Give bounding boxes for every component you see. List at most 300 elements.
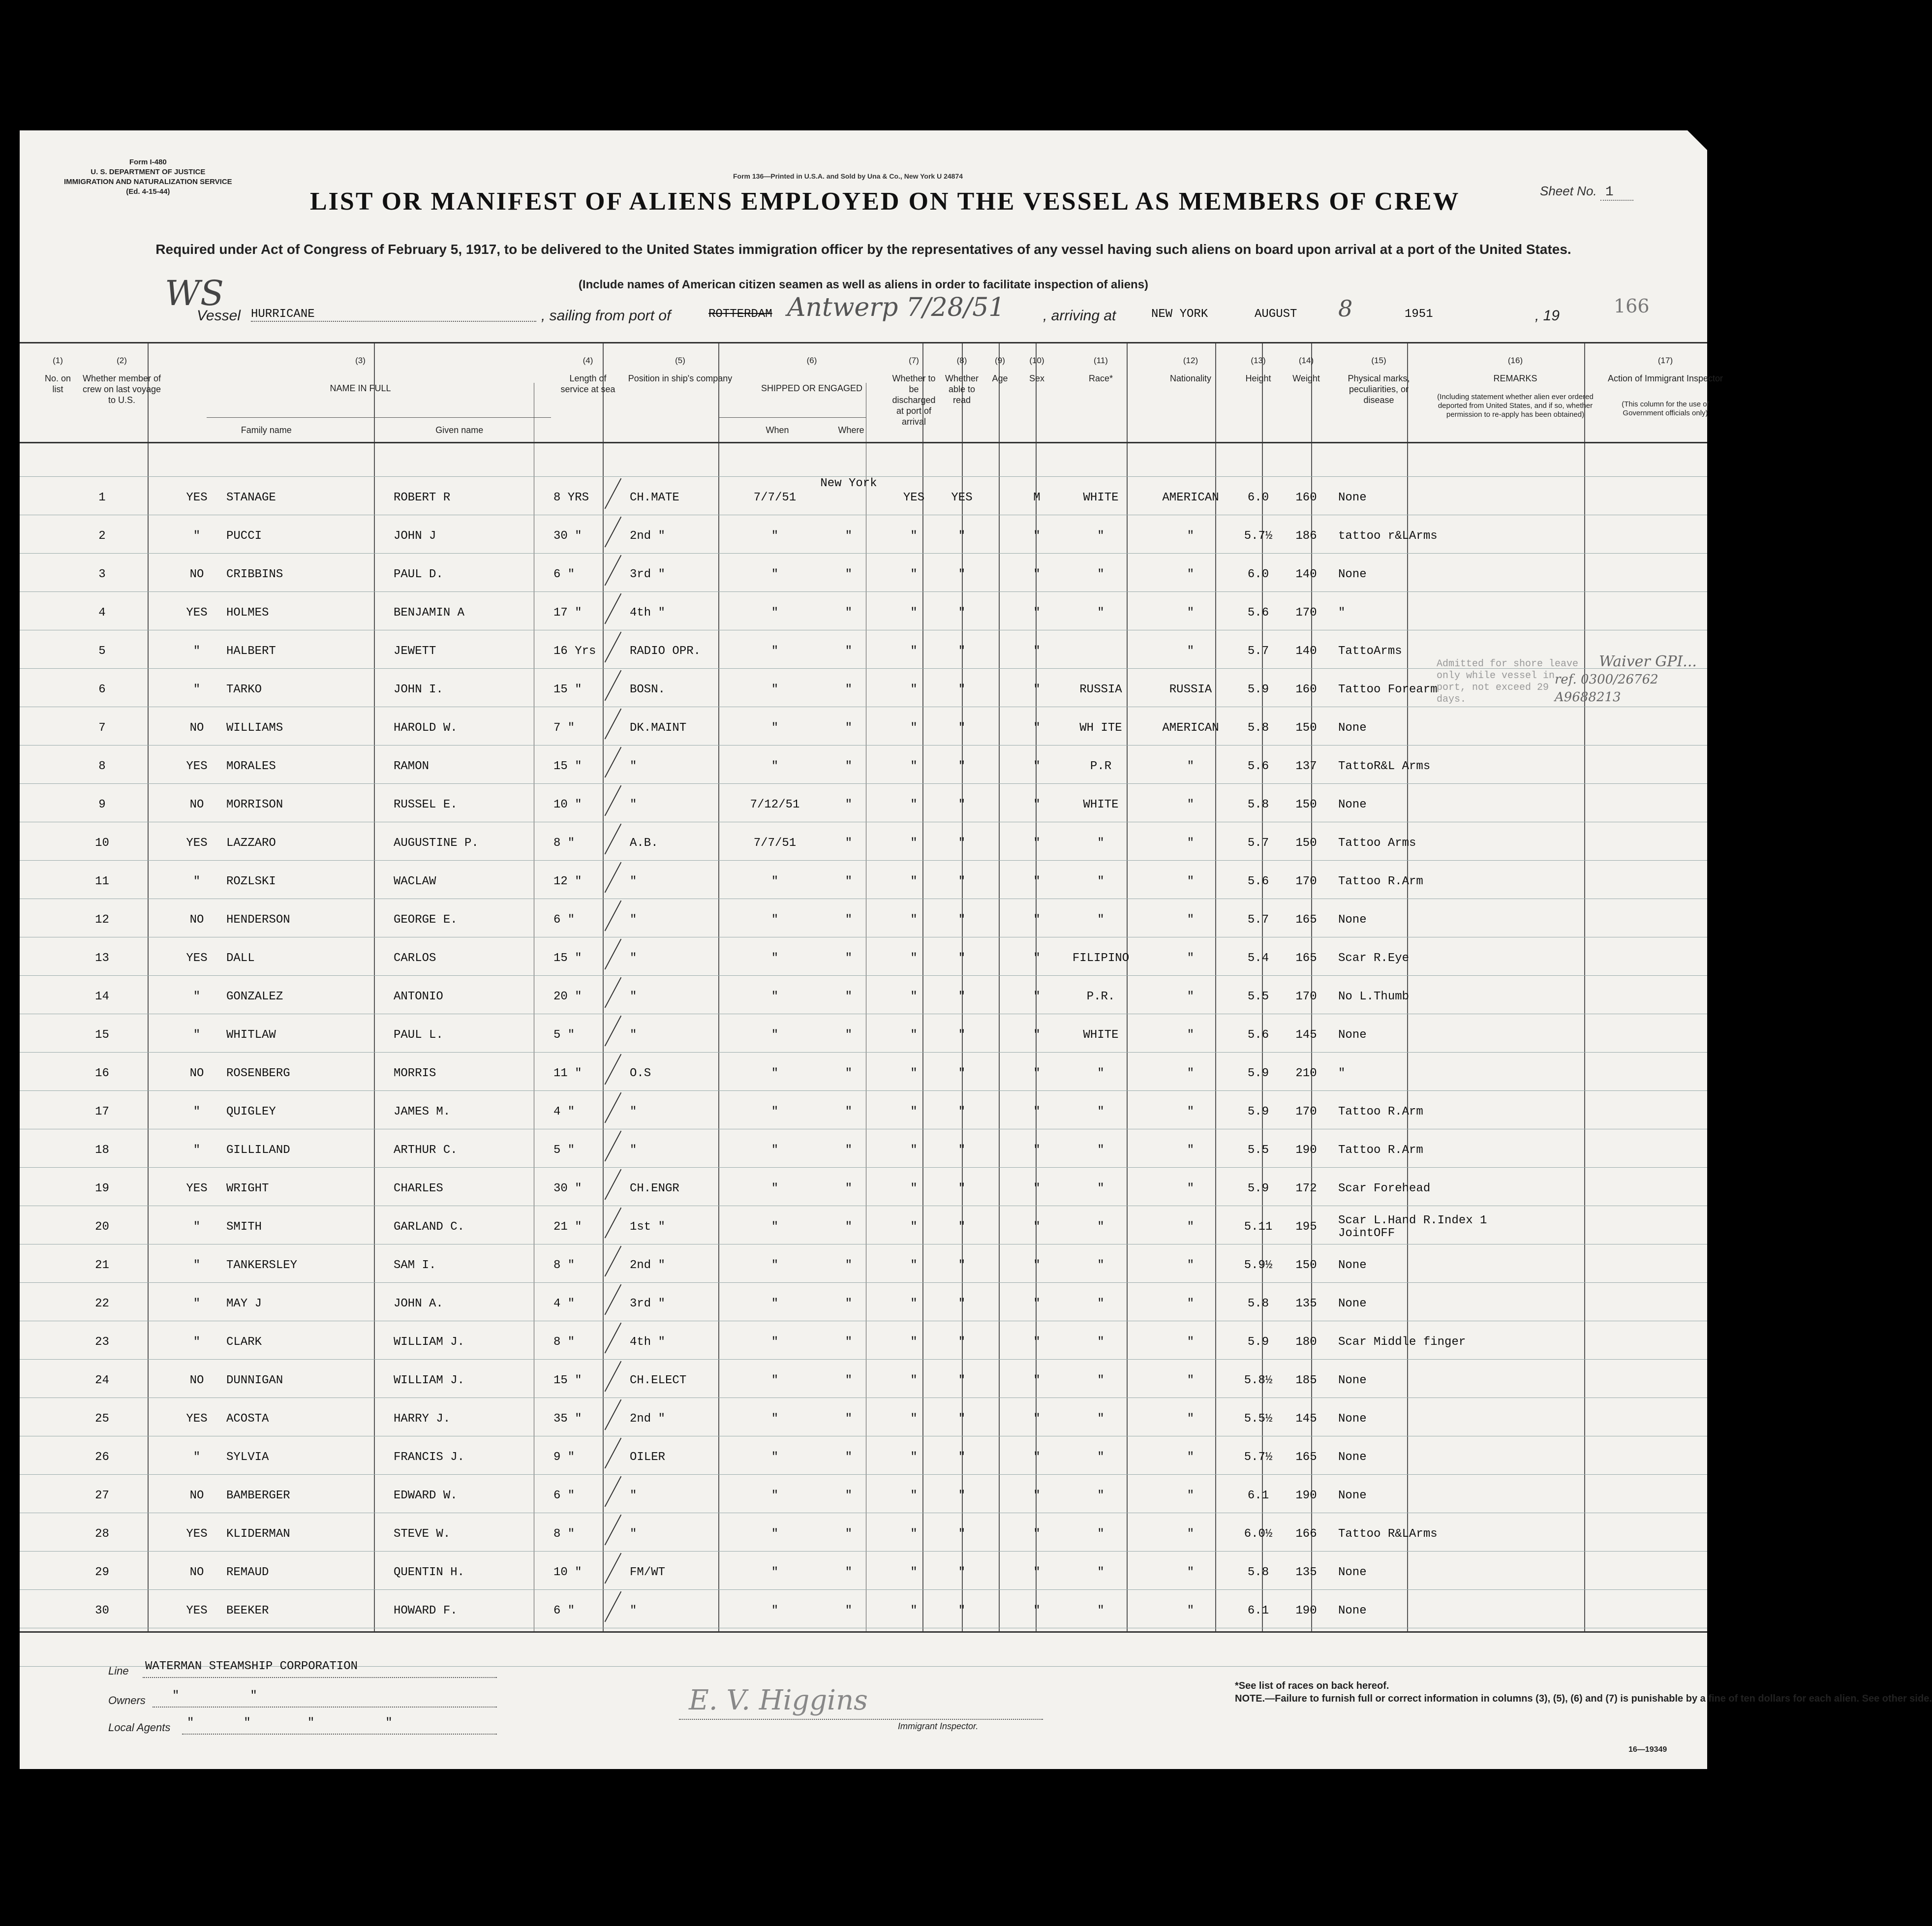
cell-no: 19	[95, 1182, 109, 1195]
cell-where: "	[845, 1259, 853, 1272]
cell-when: "	[771, 952, 779, 965]
check-mark	[605, 824, 622, 855]
cell-position: "	[630, 798, 637, 811]
column-header-detail: (This column for the use of Government officials only)	[1622, 400, 1709, 417]
cell-prev: YES	[186, 1182, 208, 1195]
cell-marks: "	[1338, 606, 1346, 620]
cell-disch: "	[910, 1028, 918, 1042]
cell-when: "	[771, 1297, 779, 1310]
cell-disch: "	[910, 721, 918, 735]
cell-prev: "	[193, 683, 201, 696]
cell-position: "	[630, 1604, 637, 1617]
cell-service: 15 "	[553, 683, 582, 696]
check-mark	[605, 862, 622, 893]
cell-prev: YES	[186, 1412, 208, 1426]
cell-given: JOHN A.	[394, 1297, 443, 1310]
cell-service: 8 "	[553, 1527, 575, 1541]
column-header: Whether member of crew on last voyage to U.S.	[82, 373, 161, 405]
cell-marks: No L.Thumb	[1338, 990, 1410, 1003]
cell-race: "	[1097, 529, 1104, 543]
cell-where: "	[845, 1604, 853, 1617]
column-header: Length of service at sea	[560, 373, 615, 394]
cell-when: 7/7/51	[753, 837, 797, 850]
cell-sex: "	[1033, 760, 1041, 773]
cell-read: "	[958, 1412, 966, 1426]
cell-disch: "	[910, 1220, 918, 1234]
column-header: Position in ship's company	[628, 373, 733, 383]
check-mark	[605, 1361, 622, 1392]
cell-nat: "	[1187, 1144, 1195, 1157]
cell-when: "	[771, 568, 779, 581]
column-number: (4)	[583, 356, 593, 365]
cell-where: "	[845, 1412, 853, 1426]
column-number: (11)	[1094, 356, 1108, 365]
sheet-value: 1	[1600, 185, 1633, 201]
cell-height: 5.8	[1247, 1566, 1269, 1579]
cell-nat: "	[1187, 1604, 1195, 1617]
column-number: (13)	[1251, 356, 1266, 365]
cell-when: "	[771, 1336, 779, 1349]
cell-disch: "	[910, 1604, 918, 1617]
cell-family: MORRISON	[226, 798, 283, 811]
cell-given: JOHN J	[394, 529, 436, 543]
cell-nat: "	[1187, 645, 1195, 658]
cell-height: 5.9	[1247, 1182, 1269, 1195]
cell-height: 6.1	[1247, 1604, 1269, 1617]
cell-marks: Scar L.Hand R.Index 1 JointOFF	[1338, 1214, 1487, 1240]
cell-prev: YES	[186, 837, 208, 850]
cell-where: "	[845, 1067, 853, 1080]
cell-read: "	[958, 529, 966, 543]
cell-nat: "	[1187, 1566, 1195, 1579]
column-header: Whether to be discharged at port of arrival	[892, 373, 936, 427]
cell-nat: "	[1187, 990, 1195, 1003]
check-mark	[605, 1323, 622, 1354]
cell-family: STANAGE	[226, 491, 276, 504]
cell-when: 7/7/51	[753, 491, 797, 504]
cell-read: "	[958, 568, 966, 581]
cell-nat: "	[1187, 1220, 1195, 1234]
check-mark	[605, 1131, 622, 1162]
cell-where: "	[845, 1297, 853, 1310]
cell-weight: 172	[1295, 1182, 1317, 1195]
cell-family: CLARK	[226, 1336, 262, 1349]
column-rule	[718, 343, 719, 1633]
cell-disch: "	[910, 606, 918, 620]
cell-sex: "	[1033, 1182, 1041, 1195]
owners-value: " "	[172, 1689, 257, 1703]
cell-family: HOLMES	[226, 606, 269, 620]
cell-prev: "	[193, 990, 201, 1003]
check-mark	[605, 1208, 622, 1239]
column-subheader: When	[766, 425, 789, 435]
cell-no: 24	[95, 1374, 109, 1387]
cell-position: 4th "	[630, 606, 666, 620]
cell-nat: "	[1187, 606, 1195, 620]
row-rule	[20, 783, 1707, 784]
cell-read: "	[958, 1259, 966, 1272]
cell-height: 5.9	[1247, 1105, 1269, 1118]
cell-prev: NO	[189, 1566, 204, 1579]
cell-nat: RUSSIA	[1169, 683, 1212, 696]
cell-sex: "	[1033, 721, 1041, 735]
row-rule	[20, 745, 1707, 746]
cell-marks: None	[1338, 721, 1367, 735]
cell-sex: "	[1033, 1527, 1041, 1541]
cell-position: 3rd "	[630, 1297, 666, 1310]
cell-race: P.R	[1090, 760, 1112, 773]
cell-family: SYLVIA	[226, 1451, 269, 1464]
cell-height: 5.8	[1247, 1297, 1269, 1310]
cell-given: PAUL D.	[394, 568, 443, 581]
cell-marks: Scar Forehead	[1338, 1182, 1431, 1195]
cell-marks: None	[1338, 1028, 1367, 1042]
cell-height: 5.8½	[1244, 1374, 1273, 1387]
cell-service: 30 "	[553, 529, 582, 543]
row-rule	[20, 1090, 1707, 1091]
cell-when: "	[771, 1028, 779, 1042]
cell-nat: "	[1187, 760, 1195, 773]
arriving-label: , arriving at	[1043, 308, 1116, 324]
cell-marks: Tattoo R.Arm	[1338, 1105, 1423, 1118]
cell-race: "	[1097, 1527, 1104, 1541]
cell-marks: Scar Middle finger	[1338, 1336, 1466, 1349]
cell-family: BEEKER	[226, 1604, 269, 1617]
cell-given: FRANCIS J.	[394, 1451, 465, 1464]
column-rule	[999, 343, 1000, 1633]
cell-given: CARLOS	[394, 952, 436, 965]
cell-race: WHITE	[1083, 1028, 1119, 1042]
cell-position: "	[630, 990, 637, 1003]
cell-height: 5.9	[1247, 1067, 1269, 1080]
cell-sex: "	[1033, 1297, 1041, 1310]
cell-read: "	[958, 1182, 966, 1195]
cell-disch: "	[910, 1489, 918, 1502]
row-rule	[20, 975, 1707, 976]
cell-given: ROBERT R	[394, 491, 451, 504]
cell-height: 6.1	[1247, 1489, 1269, 1502]
cell-position: "	[630, 1028, 637, 1042]
cell-prev: YES	[186, 760, 208, 773]
cell-height: 5.4	[1247, 952, 1269, 965]
cell-sex: "	[1033, 990, 1041, 1003]
cell-given: RUSSEL E.	[394, 798, 458, 811]
cell-marks: None	[1338, 1604, 1367, 1617]
cell-read: "	[958, 721, 966, 735]
cell-marks: tattoo r&LArms	[1338, 529, 1438, 543]
cell-given: WACLAW	[394, 875, 436, 888]
check-mark	[605, 1016, 622, 1047]
cell-height: 5.7	[1247, 645, 1269, 658]
cell-race: "	[1097, 1144, 1104, 1157]
column-number: (6)	[806, 356, 817, 365]
column-number: (14)	[1298, 356, 1314, 365]
cell-given: RAMON	[394, 760, 429, 773]
cell-given: PAUL L.	[394, 1028, 443, 1042]
cell-no: 28	[95, 1527, 109, 1541]
cell-where: "	[845, 798, 853, 811]
cell-disch: "	[910, 1527, 918, 1541]
check-mark	[605, 709, 622, 740]
cell-service: 15 "	[553, 1374, 582, 1387]
column-header: Physical marks, peculiarities, or disease	[1348, 373, 1410, 405]
cell-height: 6.0½	[1244, 1527, 1273, 1541]
cell-marks: Tattoo R.Arm	[1338, 1144, 1423, 1157]
cell-weight: 170	[1295, 990, 1317, 1003]
header-rule	[20, 442, 1707, 443]
cell-given: STEVE W.	[394, 1527, 451, 1541]
cell-nat: AMERICAN	[1162, 721, 1219, 735]
cell-no: 4	[98, 606, 106, 620]
cell-weight: 140	[1295, 645, 1317, 658]
cell-prev: NO	[189, 568, 204, 581]
cell-read: "	[958, 913, 966, 927]
cell-no: 21	[95, 1259, 109, 1272]
manifest-sheet	[20, 130, 1932, 1769]
cell-no: 17	[95, 1105, 109, 1118]
cell-when: "	[771, 529, 779, 543]
cell-sex: "	[1033, 683, 1041, 696]
cell-race: "	[1097, 1412, 1104, 1426]
cell-where: "	[845, 1527, 853, 1541]
cell-sex: "	[1033, 1412, 1041, 1426]
cell-prev: NO	[189, 913, 204, 927]
cell-nat: "	[1187, 913, 1195, 927]
cell-position: "	[630, 952, 637, 965]
cell-given: SAM I.	[394, 1259, 436, 1272]
cell-where: "	[845, 837, 853, 850]
cell-weight: 145	[1295, 1028, 1317, 1042]
cell-marks: None	[1338, 1489, 1367, 1502]
cell-disch: "	[910, 529, 918, 543]
cell-weight: 170	[1295, 606, 1317, 620]
cell-sex: "	[1033, 837, 1041, 850]
cell-disch: "	[910, 837, 918, 850]
cell-no: 29	[95, 1566, 109, 1579]
cell-disch: "	[910, 1336, 918, 1349]
cell-height: 5.9	[1247, 683, 1269, 696]
cell-weight: 165	[1295, 913, 1317, 927]
cell-prev: NO	[189, 1067, 204, 1080]
cell-height: 6.0	[1247, 491, 1269, 504]
cell-when: "	[771, 1105, 779, 1118]
cell-position: A.B.	[630, 837, 658, 850]
cell-weight: 150	[1295, 798, 1317, 811]
cell-sex: "	[1033, 1566, 1041, 1579]
cell-given: EDWARD W.	[394, 1489, 458, 1502]
form-edition: (Ed. 4-15-44)	[126, 187, 170, 196]
cell-prev: "	[193, 1144, 201, 1157]
cell-position: BOSN.	[630, 683, 666, 696]
column-rule	[1584, 343, 1585, 1633]
cell-height: 5.6	[1247, 760, 1269, 773]
cell-service: 5 "	[553, 1028, 575, 1042]
check-mark	[605, 670, 622, 701]
cell-race: "	[1097, 1220, 1104, 1234]
cell-race: WHITE	[1083, 798, 1119, 811]
include-note: (Include names of American citizen seamen as well as aliens in order to facilitate inspection of aliens)	[578, 278, 1149, 291]
cell-marks: Scar R.Eye	[1338, 952, 1410, 965]
cell-when: "	[771, 1566, 779, 1579]
column-subheader: Family name	[241, 425, 292, 435]
cell-sex: "	[1033, 1604, 1041, 1617]
folded-corner	[1687, 130, 1707, 150]
cell-service: 4 "	[553, 1297, 575, 1310]
cell-height: 5.9	[1247, 1336, 1269, 1349]
cell-nat: "	[1187, 952, 1195, 965]
waiver-note: A9688213	[1555, 690, 1621, 705]
cell-given: BENJAMIN A	[394, 606, 465, 620]
row-rule	[20, 553, 1707, 554]
cell-nat: "	[1187, 1182, 1195, 1195]
cell-weight: 135	[1295, 1297, 1317, 1310]
cell-nat: "	[1187, 1527, 1195, 1541]
cell-height: 6.0	[1247, 568, 1269, 581]
cell-sex: "	[1033, 798, 1041, 811]
cell-weight: 160	[1295, 491, 1317, 504]
arrival-year: 1951	[1405, 308, 1433, 321]
cell-sex: "	[1033, 645, 1041, 658]
check-mark	[605, 1399, 622, 1430]
check-mark	[605, 1169, 622, 1200]
column-header: Weight	[1292, 373, 1320, 383]
cell-nat: "	[1187, 1336, 1195, 1349]
column-number: (16)	[1507, 356, 1523, 365]
column-header-detail: (Including statement whether alien ever ordered deported from United States, and if so, whether permission to re-apply has been obtained)	[1437, 393, 1594, 419]
cell-when: "	[771, 1374, 779, 1387]
row-rule	[20, 860, 1707, 861]
cell-no: 8	[98, 760, 106, 773]
cell-service: 16 Yrs	[553, 645, 596, 658]
cell-marks: TattoR&L Arms	[1338, 760, 1431, 773]
cell-weight: 186	[1295, 529, 1317, 543]
agents-rule	[182, 1734, 497, 1735]
cell-service: 35 "	[553, 1412, 582, 1426]
check-mark	[605, 1476, 622, 1507]
cell-race: "	[1097, 1182, 1104, 1195]
port-struck: ROTTERDAM	[708, 308, 772, 321]
page-title: LIST OR MANIFEST OF ALIENS EMPLOYED ON THE VESSEL AS MEMBERS OF CREW	[310, 187, 1460, 216]
column-number: (15)	[1371, 356, 1386, 365]
cell-race: "	[1097, 1489, 1104, 1502]
cell-nat: "	[1187, 1105, 1195, 1118]
cell-nat: "	[1187, 1259, 1195, 1272]
cell-weight: 150	[1295, 837, 1317, 850]
cell-marks: None	[1338, 1451, 1367, 1464]
cell-family: MORALES	[226, 760, 276, 773]
cell-service: 20 "	[553, 990, 582, 1003]
cell-where: "	[845, 1144, 853, 1157]
cell-read: "	[958, 606, 966, 620]
cell-where: "	[845, 1566, 853, 1579]
cell-prev: "	[193, 529, 201, 543]
cell-family: ROZLSKI	[226, 875, 276, 888]
inspector-label: Immigrant Inspector.	[898, 1721, 979, 1731]
year-prefix: , 19	[1535, 308, 1560, 324]
row-rule	[20, 1282, 1707, 1283]
cell-marks: None	[1338, 798, 1367, 811]
cell-race: "	[1097, 568, 1104, 581]
cell-race: "	[1097, 1336, 1104, 1349]
cell-position: 1st "	[630, 1220, 666, 1234]
cell-weight: 165	[1295, 952, 1317, 965]
cell-disch: "	[910, 1259, 918, 1272]
cell-no: 7	[98, 721, 106, 735]
cell-when: "	[771, 913, 779, 927]
cell-position: O.S	[630, 1067, 651, 1080]
cell-height: 5.6	[1247, 1028, 1269, 1042]
cell-service: 6 "	[553, 1604, 575, 1617]
cell-height: 5.5	[1247, 990, 1269, 1003]
column-header: NAME IN FULL	[330, 383, 391, 393]
cell-no: 6	[98, 683, 106, 696]
cell-where: "	[845, 1489, 853, 1502]
column-header: Sex	[1029, 373, 1045, 383]
cell-disch: "	[910, 1566, 918, 1579]
column-number: (2)	[117, 356, 127, 365]
cell-nat: "	[1187, 1028, 1195, 1042]
cell-race: "	[1097, 1105, 1104, 1118]
cell-read: "	[958, 1067, 966, 1080]
cell-race: "	[1097, 1604, 1104, 1617]
column-number: (3)	[355, 356, 366, 365]
cell-disch: "	[910, 952, 918, 965]
cell-position: "	[630, 760, 637, 773]
cell-disch: "	[910, 1297, 918, 1310]
cell-nat: "	[1187, 1067, 1195, 1080]
cell-when: "	[771, 1144, 779, 1157]
check-mark	[605, 517, 622, 548]
cell-given: WILLIAM J.	[394, 1336, 465, 1349]
cell-no: 20	[95, 1220, 109, 1234]
column-header: Nationality	[1169, 373, 1212, 383]
cell-height: 5.6	[1247, 875, 1269, 888]
cell-given: WILLIAM J.	[394, 1374, 465, 1387]
cell-sex: "	[1033, 1067, 1041, 1080]
cell-service: 10 "	[553, 798, 582, 811]
cell-when: "	[771, 760, 779, 773]
cell-no: 22	[95, 1297, 109, 1310]
column-header: Action of Immigrant Inspector	[1607, 373, 1723, 383]
cell-when: "	[771, 1220, 779, 1234]
check-mark	[605, 1284, 622, 1315]
cell-service: 17 "	[553, 606, 582, 620]
row-rule	[20, 1551, 1707, 1552]
arrival-month: AUGUST	[1255, 308, 1297, 321]
cell-service: 15 "	[553, 760, 582, 773]
cell-service: 8 "	[553, 1336, 575, 1349]
stamp-number: 166	[1614, 295, 1650, 317]
cell-disch: "	[910, 798, 918, 811]
owners-rule	[153, 1707, 497, 1708]
shipped-subheader-rule	[718, 417, 866, 418]
cell-prev: "	[193, 1336, 201, 1349]
cell-no: 30	[95, 1604, 109, 1617]
cell-height: 5.6	[1247, 606, 1269, 620]
cell-no: 16	[95, 1067, 109, 1080]
waiver-note: Waiver GPI...	[1599, 653, 1697, 670]
column-number: (8)	[956, 356, 967, 365]
cell-when: "	[771, 1259, 779, 1272]
check-mark	[605, 555, 622, 586]
cell-prev: NO	[189, 798, 204, 811]
check-mark	[605, 1246, 622, 1277]
cell-family: QUIGLEY	[226, 1105, 276, 1118]
cell-given: CHARLES	[394, 1182, 443, 1195]
column-number: (12)	[1183, 356, 1198, 365]
agents-value: " " " "	[187, 1716, 393, 1730]
cell-family: HALBERT	[226, 645, 276, 658]
